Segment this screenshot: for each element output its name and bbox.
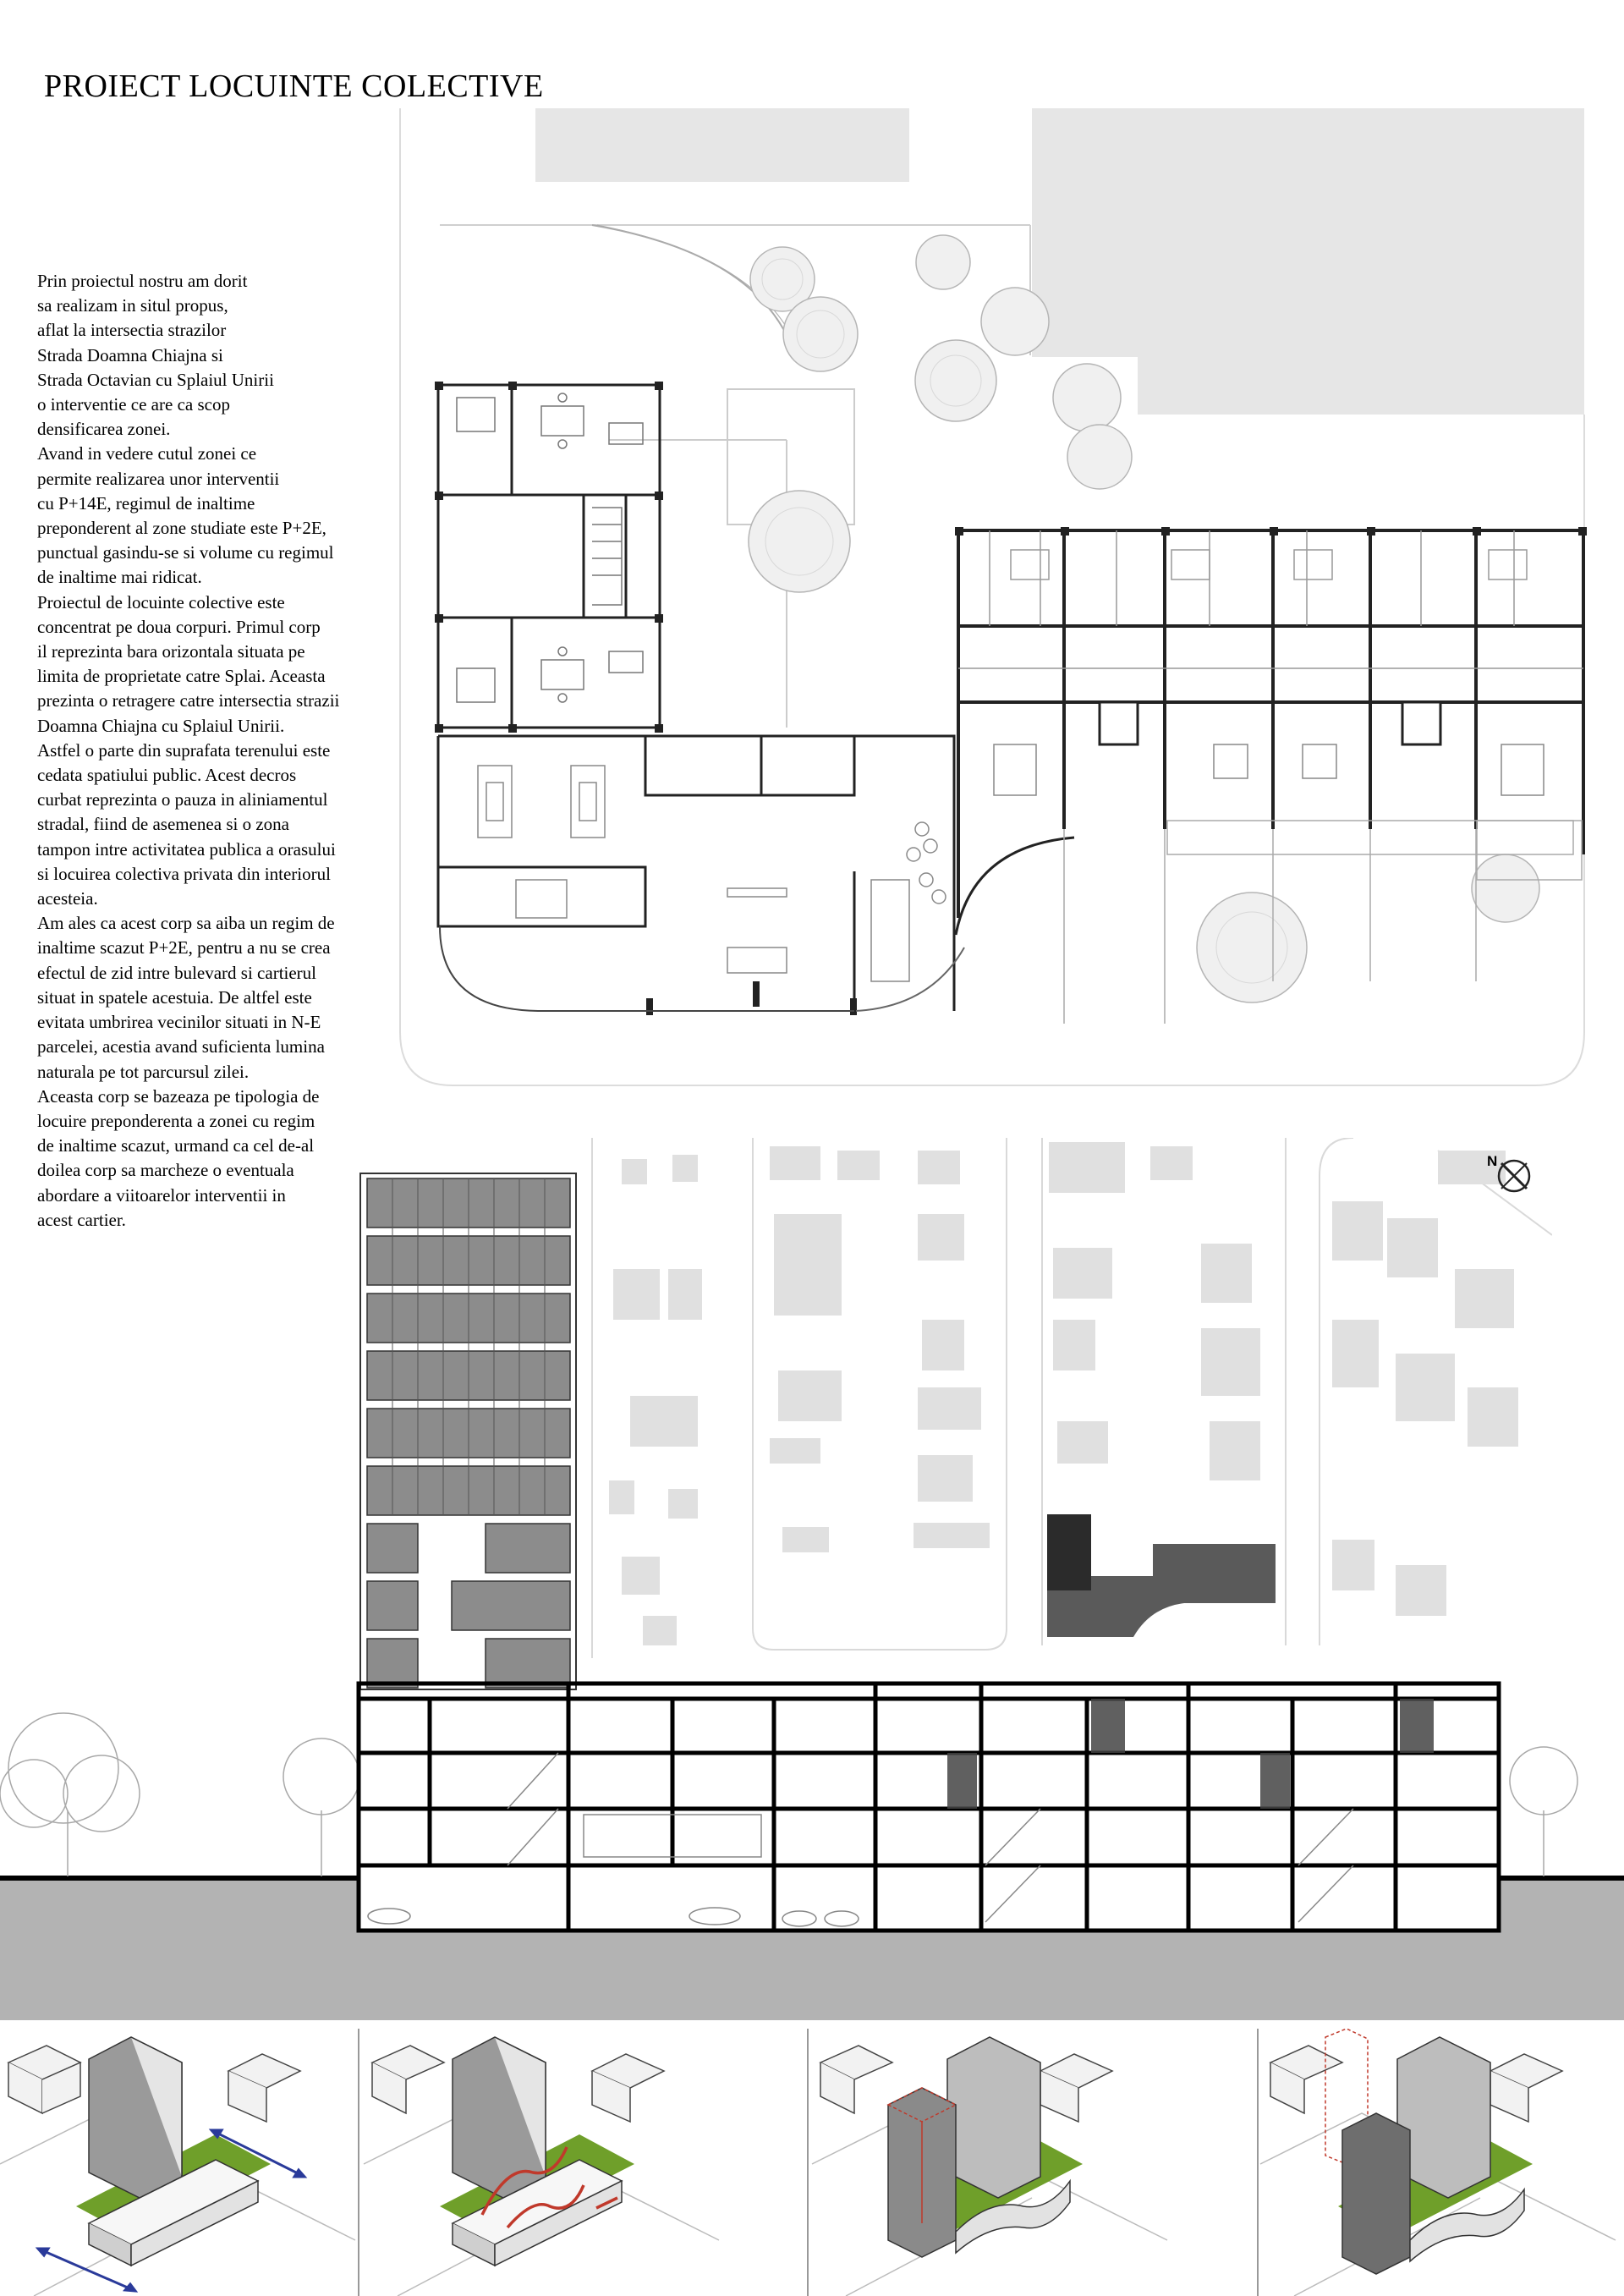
description-line: Proiectul de locuinte colective este	[37, 591, 285, 612]
description-line: si locuirea colectiva privata din interiorul	[37, 863, 331, 884]
description-line: limita de proprietate catre Splai. Aceasta	[37, 666, 326, 687]
description-line: acesteia.	[37, 888, 98, 909]
description-line: inaltime scazut P+2E, pentru a nu se crea	[37, 937, 331, 958]
description-line: permite realizarea unor interventii	[37, 468, 280, 489]
description-line: Strada Octavian cu Splaiul Unirii	[37, 369, 274, 390]
north-label: N	[1487, 1153, 1498, 1169]
description-line: naturala pe tot parcursul zilei.	[37, 1061, 250, 1082]
description-line: situat in spatele acestuia. De altfel este	[37, 986, 312, 1008]
description-line: acest cartier.	[37, 1209, 126, 1230]
description-line: curbat reprezinta o pauza in aliniamentul	[37, 789, 328, 810]
description-line: doilea corp sa marcheze o eventuala	[37, 1160, 294, 1181]
diagram-panel-2	[372, 2037, 664, 2266]
description-line: preponderent al zone studiate este P+2E,	[37, 518, 326, 539]
tower-elevation	[359, 1172, 579, 1692]
description-line: locuire preponderenta a zonei cu regim	[37, 1110, 315, 1131]
description-line: densificarea zonei.	[37, 419, 171, 440]
description-line: tampon intre activitatea publica a orasului	[37, 838, 336, 860]
description-line: parcelei, acestia avand suficienta lumina	[37, 1036, 325, 1057]
diagram-panel-3	[820, 2037, 1112, 2257]
description-line: stradal, fiind de asemenea si o zona	[37, 814, 289, 835]
description-line: prezinta o retragere catre intersectia strazii	[37, 690, 340, 711]
description-line: Doamna Chiajna cu Splaiul Unirii.	[37, 715, 285, 736]
project-description	[37, 269, 392, 1233]
description-line: sa realizam in situl propus,	[37, 295, 228, 316]
description-line: o interventie ce are ca scop	[37, 394, 230, 415]
description-line: Am ales ca acest corp sa aiba un regim de	[37, 913, 335, 934]
diagram-panel-4	[1270, 2029, 1562, 2274]
description-line: Aceasta corp se bazeaza pe tipologia de	[37, 1085, 320, 1107]
description-line: abordare a viitoarelor interventii in	[37, 1184, 286, 1206]
axonometric-diagrams	[0, 2029, 1624, 2296]
description-line: punctual gasindu-se si volume cu regimul	[37, 542, 334, 563]
ground-floor-plan	[389, 102, 1590, 1100]
urban-site-plan	[579, 1138, 1552, 1671]
description-line: evitata umbrirea vecinilor situati in N-E	[37, 1012, 321, 1033]
description-line: Prin proiectul nostru am dorit	[37, 271, 248, 291]
diagram-panel-1	[8, 2037, 304, 2291]
description-line: Avand in vedere cutul zonei ce	[37, 443, 257, 464]
building-section	[0, 1675, 1624, 2030]
description-line: Strada Doamna Chiajna si	[37, 344, 223, 365]
description-line: de inaltime scazut, urmand ca cel de-al	[37, 1135, 315, 1156]
description-line: Astfel o parte din suprafata terenului este	[37, 739, 331, 761]
description-line: cu P+14E, regimul de inaltime	[37, 492, 255, 514]
description-line: concentrat pe doua corpuri. Primul corp	[37, 616, 321, 637]
description-line: de inaltime mai ridicat.	[37, 567, 202, 588]
description-line: cedata spatiului public. Acest decros	[37, 765, 297, 786]
description-line: aflat la intersectia strazilor	[37, 320, 227, 341]
page-title: PROIECT LOCUINTE COLECTIVE	[44, 69, 544, 104]
description-line: efectul de zid intre bulevard si cartierul	[37, 962, 317, 983]
description-line: il reprezinta bara orizontala situata pe	[37, 641, 305, 662]
